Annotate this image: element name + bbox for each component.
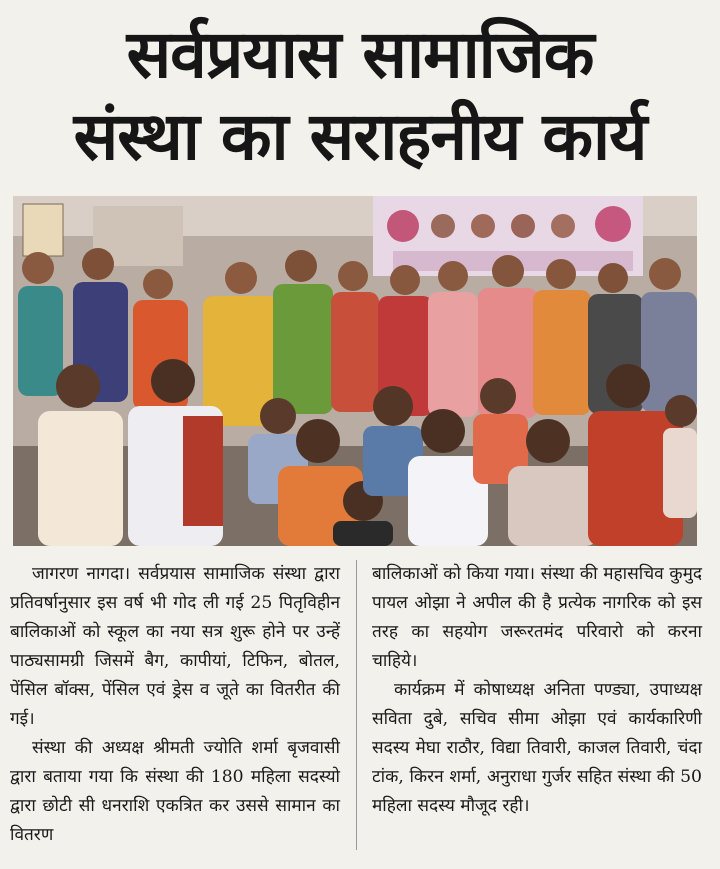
group-photo: [13, 196, 697, 546]
article-column-left: [10, 560, 340, 850]
article-paragraph: बालिकाओं को किया गया। संस्था की महासचिव कुमुद पायल ओझा ने अपील की है प्रत्येक नागरिक को इस तरह का सहयोग जरूरतमंद परिवारो को करना चाहिये।: [372, 564, 702, 671]
article-paragraph: कार्यक्रम में कोषाध्यक्ष अनिता पण्ड्या, उपाध्यक्ष सविता दुबे, सचिव सीमा ओझा एवं कार्यकारिणी सदस्य मेघा राठौर, विद्या तिवारी, काजल तिवारी, चंदा टांक, किरन शर्मा, अनुराधा गुर्जर सहित संस्था की 50 महिला सदस्य मौजूद रही।: [372, 680, 702, 816]
article-paragraph: संस्था की अध्यक्ष श्रीमती ज्योति शर्मा बृजवासी द्वारा बताया गया कि संस्था की 180 महिला सदस्यो द्वारा छोटी सी धनराशि एकत्रित कर उससे सामान का वितरण: [10, 738, 340, 845]
headline-line-1: सर्वप्रयास सामाजिक: [126, 16, 594, 93]
headline: [0, 14, 720, 178]
group-photo-illustration: [13, 196, 697, 546]
column-divider: [356, 560, 357, 850]
headline-line-2: संस्था का सराहनीय कार्य: [73, 98, 647, 175]
article-column-right: [372, 560, 702, 821]
article-paragraph: जागरण नागदा। सर्वप्रयास सामाजिक संस्था द्वारा प्रतिवर्षानुसार इस वर्ष भी गोद ली गई 25 पितृविहीन बालिकाओं को स्कूल का नया सत्र शुरू होने पर उन्हें पाठ्यसामग्री जिसमें बैग, कापीयां, टिफिन, बोतल, पेंसिल बॉक्स, पेंसिल एवं ड्रेस व जूते का वितरीत की गई।: [10, 564, 340, 729]
